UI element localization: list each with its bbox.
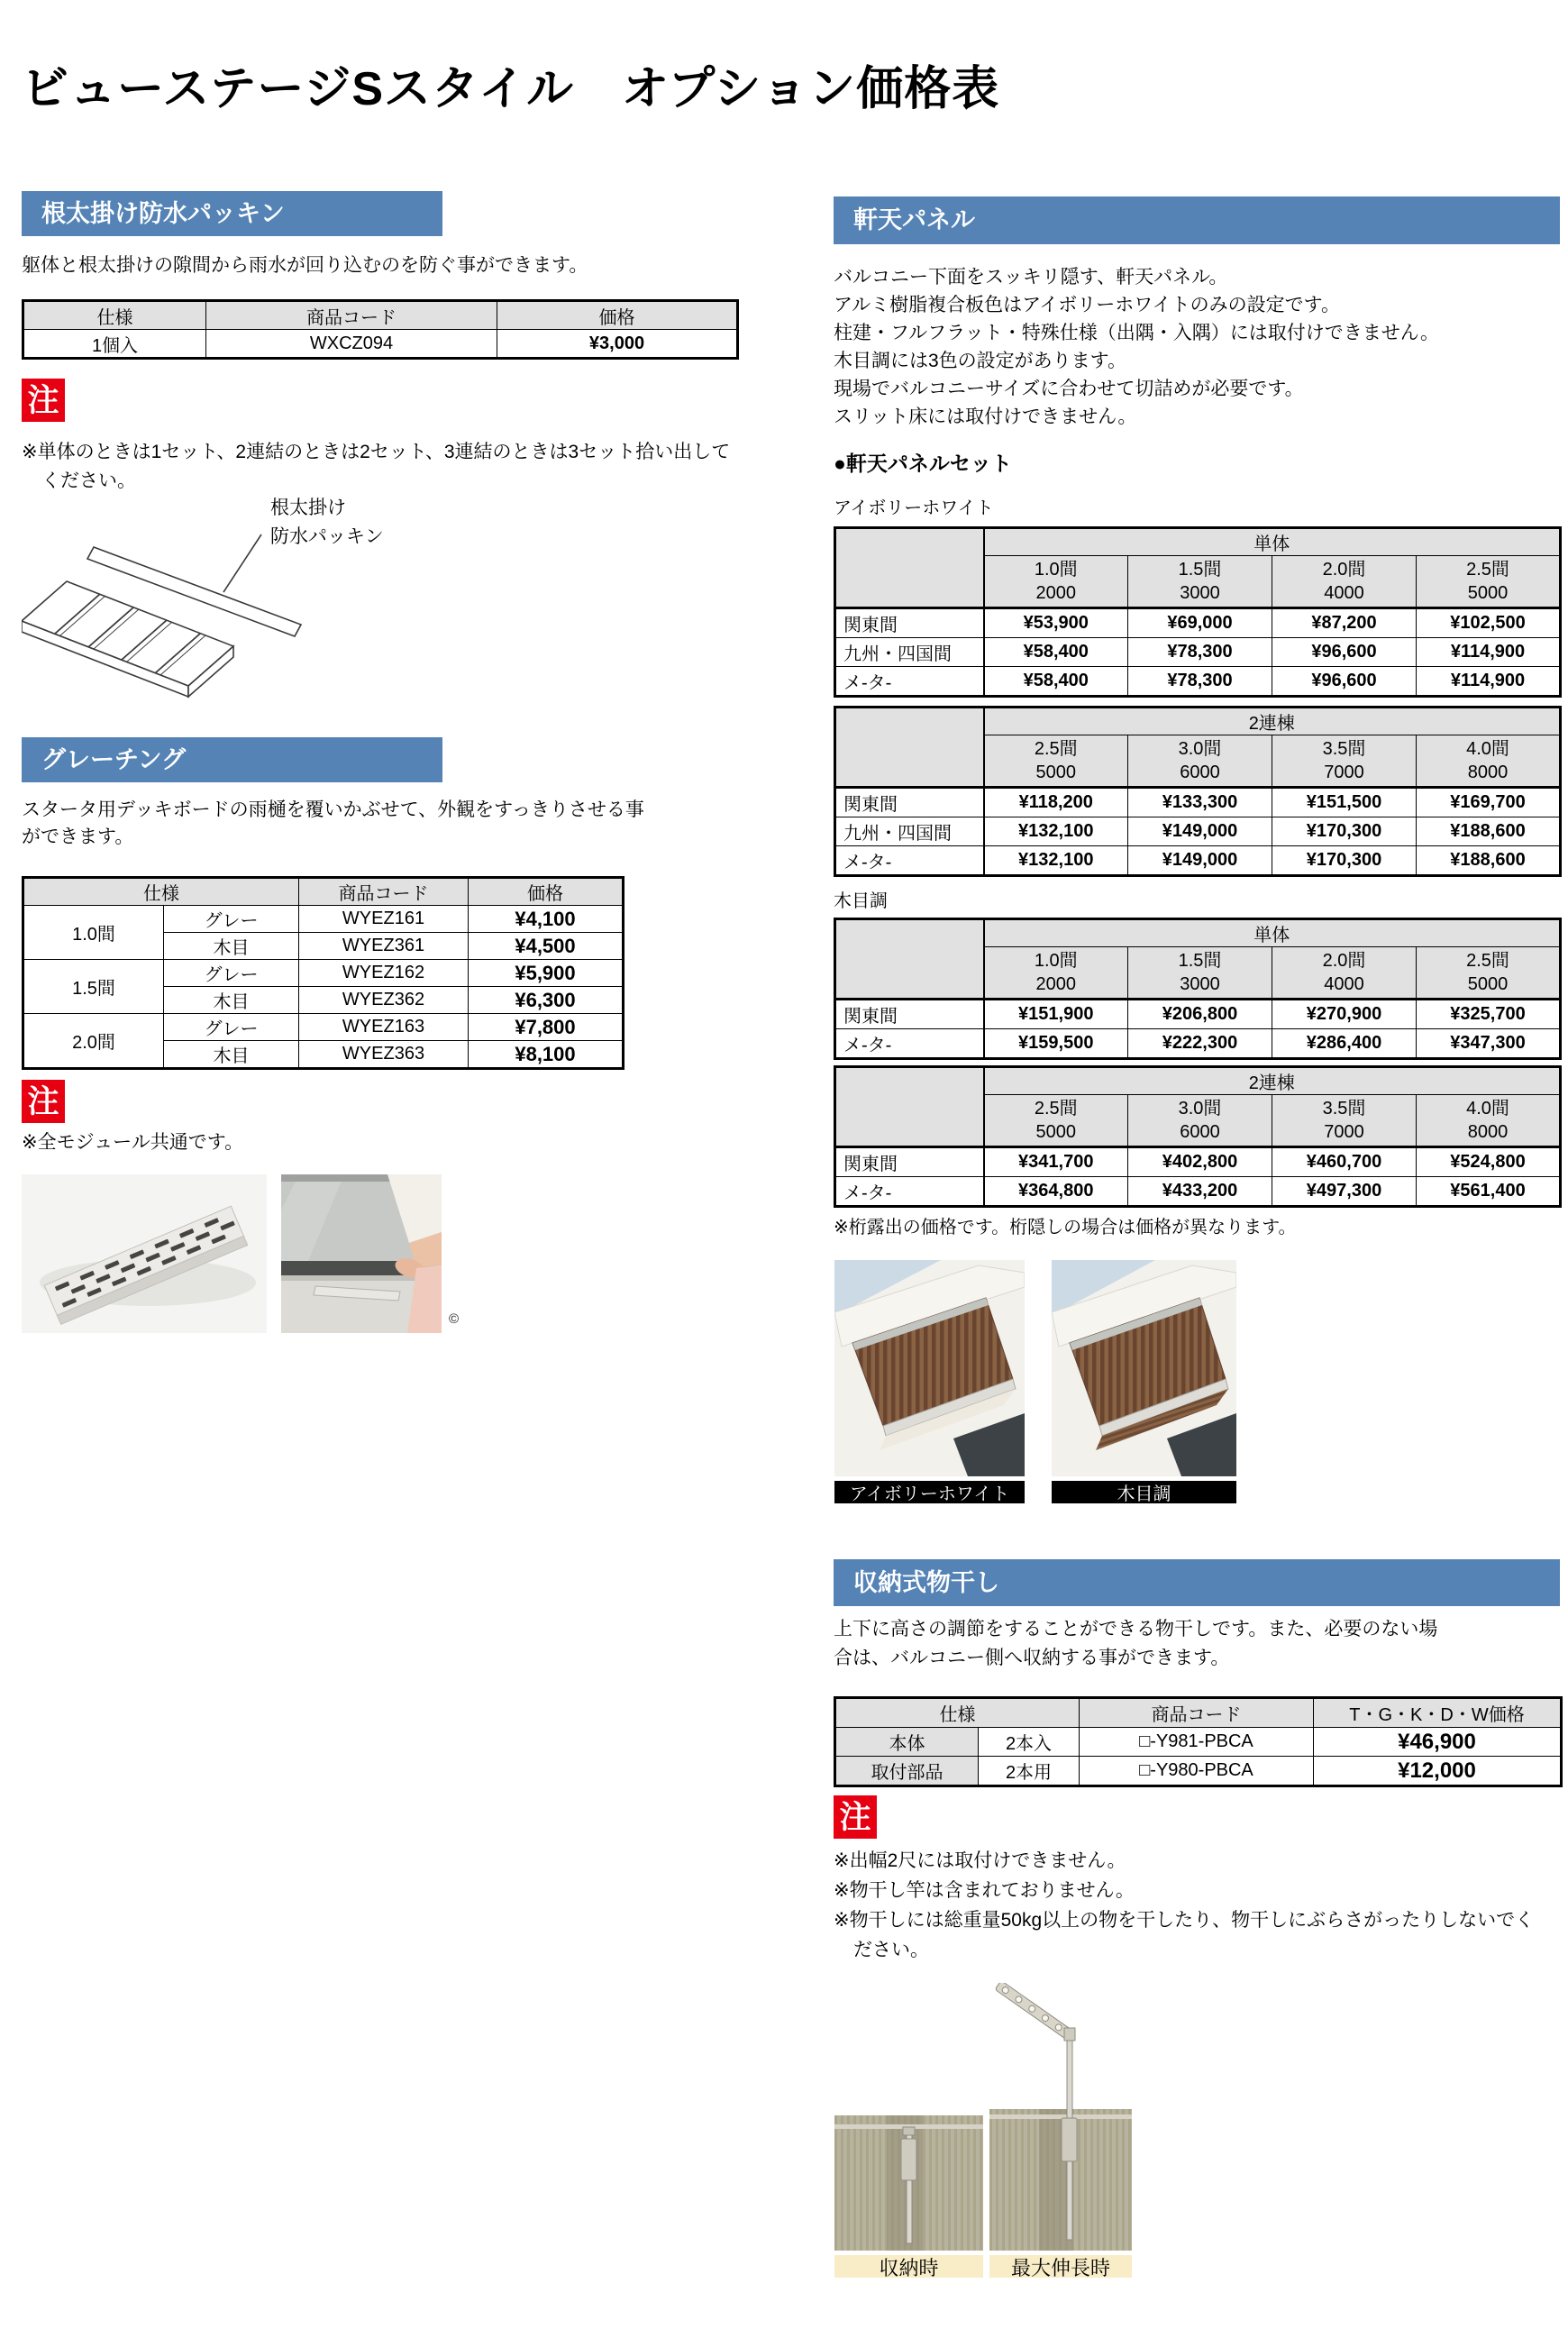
grating-note: ※全モジュール共通です。 — [22, 1132, 244, 1153]
nokiten-photo-wood — [1052, 1260, 1236, 1503]
ivory-label: アイボリーホワイト — [834, 498, 994, 518]
nokiten-description: バルコニー下面をスッキリ隠す、軒天パネル。 アルミ樹脂複合板色はアイボリーホワイトのみの設定です。 柱建・フルフラット・特殊仕様（出隅・入隅）には取付けできません。 木目調には3色の設定があります。 現場でバルコニーサイズに合わせて切詰めが必要です。 スリット床には取付けできません。 — [834, 267, 1439, 427]
photo-caption-ivory: アイボリーホワイト — [834, 1481, 1025, 1503]
note-badge: 注 — [22, 1080, 65, 1123]
section-header-packing: 根太掛け防水パッキン — [22, 191, 442, 236]
monohoshi-description: 上下に高さの調節をすることができる物干しです。また、必要のない場 合は、バルコニー側へ収納する事ができます。 — [834, 1619, 1438, 1668]
wood-label: 木目調 — [834, 891, 888, 911]
note-badge: 注 — [22, 379, 65, 422]
note-badge: 注 — [834, 1795, 877, 1839]
photo-caption-wood: 木目調 — [1052, 1481, 1236, 1503]
monohoshi-notes: ※出幅2尺には取付けできません。 ※物干し竿は含まれておりません。 ※物干しには総重量50kg以上の物を干したり、物干しにぶらさがったりしないでく ださい。 — [834, 1850, 1535, 1960]
section-header-monohoshi: 収納式物干し — [834, 1559, 1560, 1606]
nokiten-ivory-double-table: 2連棟 2.5間 5000 3.0間 6000 3.5間 7000 4.0間 8000 関東間 ¥118,200 ¥133,300 ¥151,500 ¥169,700 九州・四国間 ¥132,100 ¥149,000 ¥170,300 ¥188,600 メ-タ- ¥132,100 ¥149,000 ¥170,300 ¥188,600 — [834, 706, 1562, 877]
packing-description: 躯体と根太掛けの隙間から雨水が回り込むのを防ぐ事ができます。 — [22, 255, 588, 276]
page-title: ビューステージSスタイル オプション価格表 — [22, 63, 1000, 115]
photo-caption-extended: 最大伸長時 — [989, 2255, 1132, 2278]
nokiten-photo-ivory — [834, 1260, 1025, 1503]
grating-description: スタータ用デッキボードの雨樋を覆いかぶせて、外観をすっきりさせる事 ができます。 — [22, 799, 644, 847]
nokiten-note: ※桁露出の価格です。桁隠しの場合は価格が異なります。 — [834, 1218, 1297, 1237]
copyright-mark: © — [449, 1311, 460, 1327]
nokiten-set-title: ●軒天パネルセット — [834, 452, 1012, 475]
nokiten-wood-double-table: 2連棟 2.5間 5000 3.0間 6000 3.5間 7000 4.0間 8000 関東間 ¥341,700 ¥402,800 ¥460,700 ¥524,800 メ-タ- ¥364,800 ¥433,200 ¥497,300 ¥561,400 — [834, 1065, 1562, 1208]
photo-caption-stored: 収納時 — [834, 2255, 983, 2278]
nokiten-wood-single-table: 単体 1.0間 2000 1.5間 3000 2.0間 4000 2.5間 5000 関東間 ¥151,900 ¥206,800 ¥270,900 ¥325,700 メ-タ- ¥159,500 ¥222,300 ¥286,400 ¥347,300 — [834, 918, 1562, 1060]
monohoshi-table: 仕様 商品コード T・G・K・D・W価格 本体 2本入 □-Y981-PBCA ¥46,900 取付部品 2本用 □-Y980-PBCA ¥12,000 — [834, 1696, 1563, 1787]
diagram-label-line1: 根太掛け — [270, 498, 346, 518]
packing-note: ※単体のときは1セット、2連結のときは2セット、3連結のときは3セット拾い出して ください。 — [22, 442, 731, 491]
grating-table: 仕様 商品コード 価格 1.0間 グレー WYEZ161 ¥4,100 木目 WYEZ361 ¥4,500 1.5間 グレー WYEZ162 ¥5,900 木目 WYEZ362 ¥6,300 2.0間 グレー WYEZ163 ¥7,800 木目 WYEZ363 ¥8,100 — [22, 876, 624, 1070]
monohoshi-photo-stored — [834, 2115, 983, 2278]
packing-diagram — [22, 491, 445, 703]
section-header-nokiten: 軒天パネル — [834, 196, 1560, 244]
nokiten-ivory-single-table: 単体 1.0間 2000 1.5間 3000 2.0間 4000 2.5間 5000 関東間 ¥53,900 ¥69,000 ¥87,200 ¥102,500 九州・四国間 ¥58,400 ¥78,300 ¥96,600 ¥114,900 メ-タ- ¥58,400 ¥78,300 ¥96,600 ¥114,900 — [834, 526, 1562, 698]
monohoshi-photo-extended — [989, 1983, 1132, 2278]
grating-install-photo — [281, 1174, 442, 1333]
diagram-label-line2: 防水パッキン — [270, 526, 384, 547]
section-header-grating: グレーチング — [22, 737, 442, 782]
grating-product-photo — [22, 1174, 267, 1333]
packing-table: 仕様 商品コード 価格 1個入 WXCZ094 ¥3,000 — [22, 299, 739, 360]
